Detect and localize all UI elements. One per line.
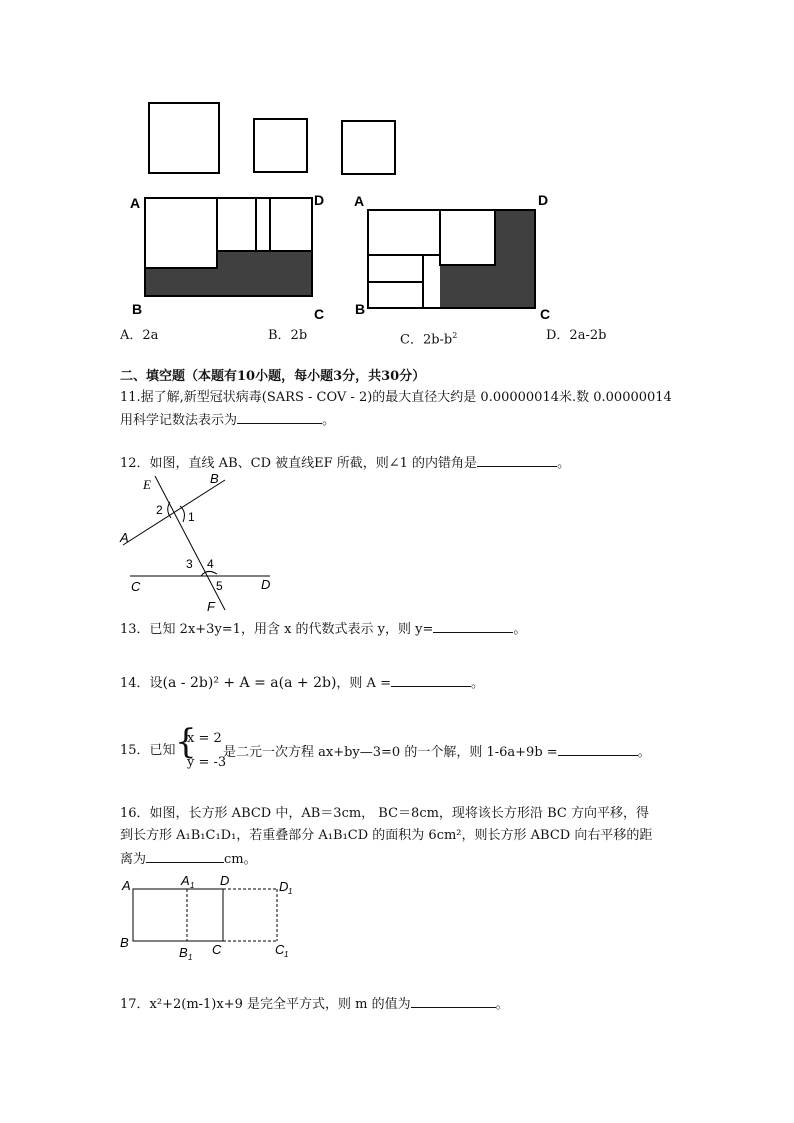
small-square xyxy=(342,121,395,174)
right-label-D: D xyxy=(538,192,549,208)
q11-line2 xyxy=(120,409,335,431)
fig16-A1: A xyxy=(181,873,190,888)
angle-arc-45 xyxy=(201,571,217,576)
q10-option-d: D．2a-2b xyxy=(546,328,607,343)
right-label-A: A xyxy=(354,193,365,209)
left-label-A: A xyxy=(130,195,141,211)
fig16-B: B xyxy=(120,935,129,950)
q13-text xyxy=(120,618,526,640)
fig16-D: D xyxy=(220,873,230,888)
q15-answer-blank[interactable] xyxy=(558,741,638,756)
q11-end: 。 xyxy=(322,413,336,428)
fig12-B: B xyxy=(210,471,219,486)
q15-eq1: x = 2 xyxy=(187,731,222,746)
q17-end: 。 xyxy=(495,997,509,1012)
right-rect-small-square-1 xyxy=(368,255,423,282)
q10-option-c xyxy=(400,326,457,350)
q15-prefix: 15．已知 xyxy=(120,743,176,758)
fig12-E: E xyxy=(143,477,151,492)
right-rect-big-square xyxy=(368,210,440,255)
q15-end: 。 xyxy=(637,745,651,760)
q13-end: 。 xyxy=(513,622,527,637)
left-label-D: D xyxy=(314,192,325,208)
fig16-D1-sub: 1 xyxy=(288,887,293,896)
fig12-n4: 4 xyxy=(207,557,214,571)
fig12-n1: 1 xyxy=(188,510,195,524)
q12-question: 12．如图，直线 AB、CD 被直线EF 所截，则∠1 的内错角是 xyxy=(120,456,478,471)
fig16-D1: D xyxy=(279,879,289,894)
q14-prefix: 14．设 xyxy=(120,676,163,691)
q16-line3-prefix: 离为 xyxy=(120,852,147,867)
q16-answer-blank[interactable] xyxy=(146,848,224,863)
q14-answer-blank[interactable] xyxy=(391,672,471,687)
q16-line1: 16．如图，长方形 ABCD 中，AB＝3cm， BC＝8cm，现将该长方形沿 BC 方向平移，得 xyxy=(120,806,649,821)
fig12-C: C xyxy=(131,579,141,594)
q12-figure xyxy=(115,470,285,615)
right-rect-medium-square xyxy=(440,210,495,265)
fig12-n3: 3 xyxy=(186,557,193,571)
medium-square xyxy=(254,119,307,172)
q16-line3-end: cm。 xyxy=(224,852,257,867)
right-rect-small-square-2 xyxy=(368,282,423,308)
q11-answer-blank[interactable] xyxy=(237,409,322,424)
q17-text xyxy=(120,993,509,1015)
q16-figure xyxy=(115,872,305,962)
fig12-n2: 2 xyxy=(156,503,163,517)
line-EF xyxy=(155,476,225,610)
q11-line2-text: 用科学记数法表示为 xyxy=(120,413,238,428)
q16-line3 xyxy=(120,848,257,870)
q14-expression: (a - 2b)² + A = a(a + 2b) xyxy=(162,675,337,691)
fig12-F: F xyxy=(207,599,215,614)
right-label-B: B xyxy=(355,301,366,317)
fig16-C: C xyxy=(212,942,222,957)
left-rect-big-square xyxy=(145,198,217,268)
q16-line2: 到长方形 A₁B₁C₁D₁，若重叠部分 A₁B₁CD 的面积为 6cm²，则长方形 ABCD 向右平移的距 xyxy=(120,828,653,843)
q15-question: 是二元一次方程 ax+by—3=0 的一个解，则 1-6a+9b = xyxy=(223,745,558,760)
right-label-C: C xyxy=(540,306,551,322)
left-label-B: B xyxy=(132,301,143,317)
left-rect-top-strip xyxy=(217,198,312,251)
q17-question: 17．x²+2(m-1)x+9 是完全平方式，则 m 的值为 xyxy=(120,997,411,1012)
q12-answer-blank[interactable] xyxy=(477,452,557,467)
fig12-n5: 5 xyxy=(216,579,223,593)
q11-line1: 11.据了解,新型冠状病毒(SARS - COV - 2)的最大直径大约是 0.00000014米.数 0.00000014 xyxy=(120,390,672,405)
q17-answer-blank[interactable] xyxy=(411,993,496,1008)
q15-eq2: y = -3 xyxy=(187,755,227,770)
q10-option-c-sup: 2 xyxy=(452,331,458,340)
q10-option-b: B．2b xyxy=(268,328,308,343)
q10-figure xyxy=(0,0,794,330)
fig16-A: A xyxy=(122,878,131,893)
q13-answer-blank[interactable] xyxy=(433,618,513,633)
q15-text xyxy=(223,741,651,763)
large-square xyxy=(149,103,219,173)
q10-option-a: A．2a xyxy=(120,328,159,343)
q13-question: 13．已知 2x+3y=1，用含 x 的代数式表示 y，则 y= xyxy=(120,622,434,637)
q14-text xyxy=(120,672,484,694)
q14-end: 。 xyxy=(470,676,484,691)
fig12-A: A xyxy=(120,530,129,545)
left-label-C: C xyxy=(314,306,325,322)
fig12-D: D xyxy=(261,577,271,592)
q12-end: 。 xyxy=(557,456,571,471)
fig16-B1: B xyxy=(179,945,188,960)
fig16-C1-sub: 1 xyxy=(284,950,289,959)
fig16-C1: C xyxy=(275,942,285,957)
fig16-B1-sub: 1 xyxy=(188,953,193,962)
q14-mid: ，则 A = xyxy=(336,676,391,691)
q10-option-c-text: C．2b-b xyxy=(400,332,453,348)
q15-brace: { xyxy=(175,722,197,762)
section2-heading: 二、填空题（本题有10小题，每小题3分，共30分） xyxy=(120,369,426,384)
fig16-A1-sub: 1 xyxy=(190,881,195,890)
rect-ABCD xyxy=(133,889,223,941)
